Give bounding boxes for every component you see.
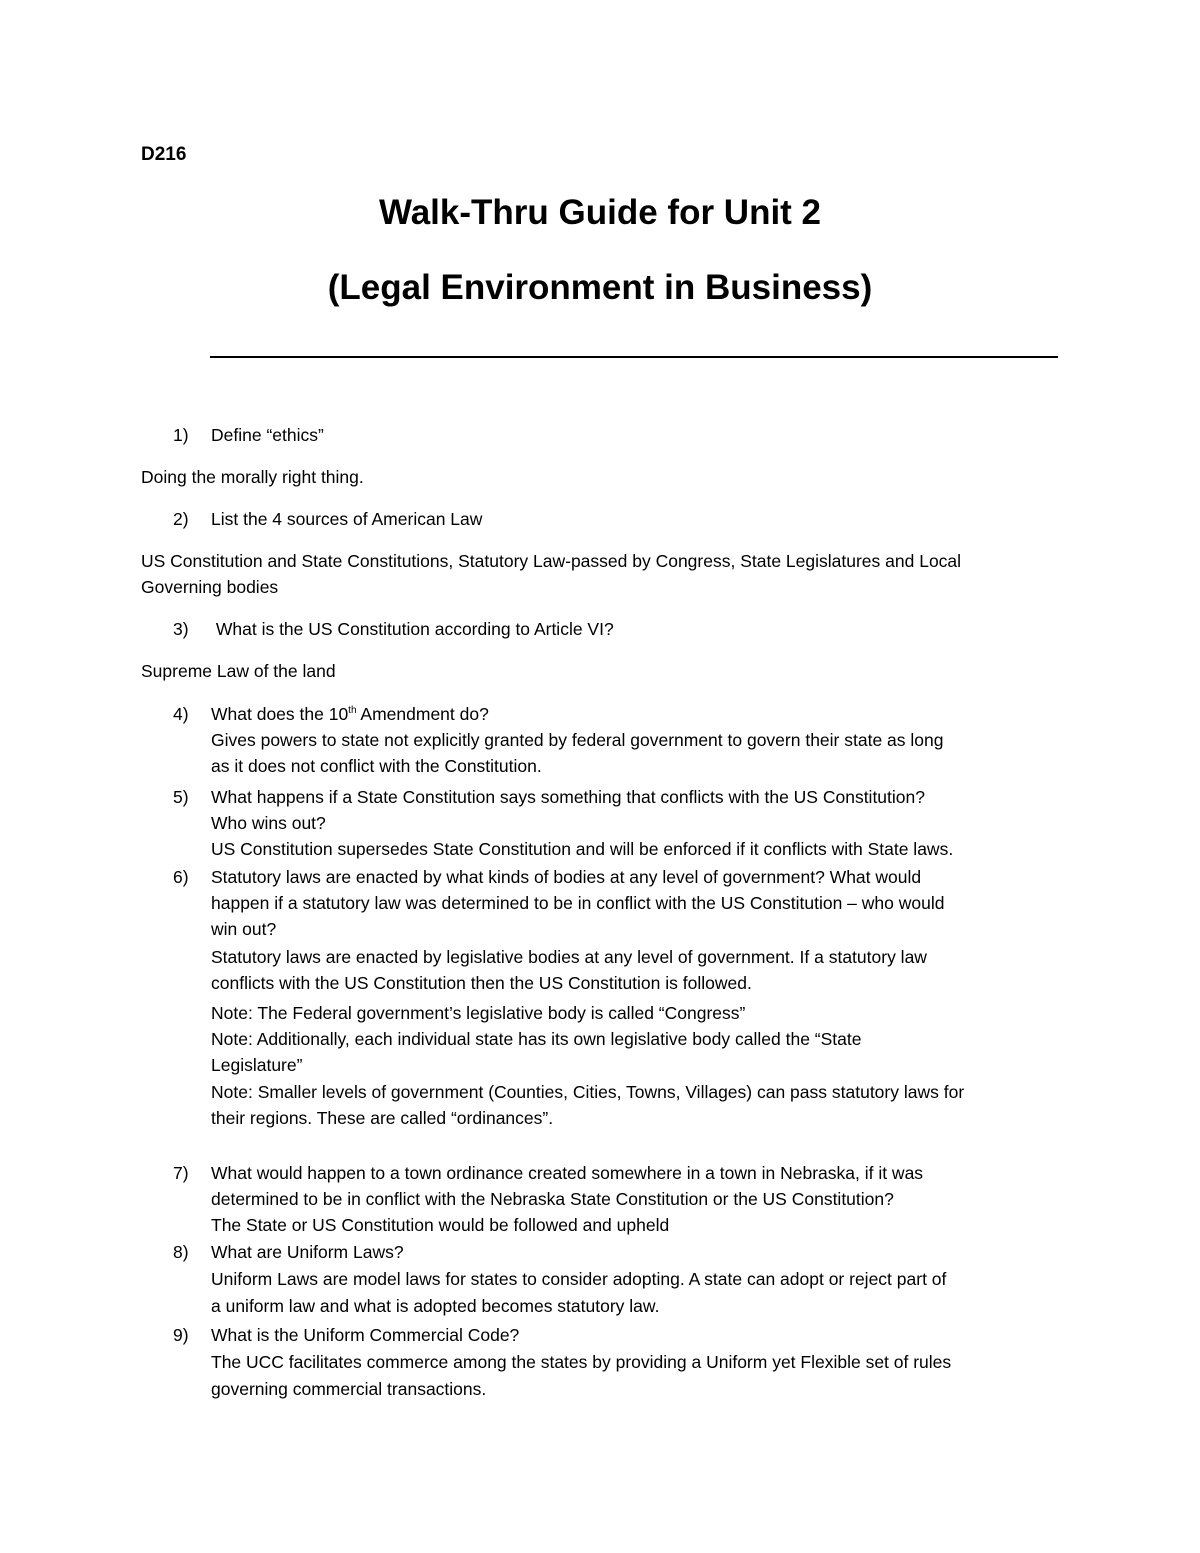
q8-question: What are Uniform Laws?	[211, 1242, 404, 1262]
q6-answer-line-1: Statutory laws are enacted by legislative bodies at any level of government. If a statutory law	[211, 947, 927, 967]
q7-answer: The State or US Constitution would be followed and upheld	[211, 1215, 670, 1235]
q6-question-line-3: win out?	[211, 919, 277, 939]
q9-number: 9)	[173, 1325, 189, 1345]
title-divider	[210, 356, 1058, 358]
q6-answer-line-2: conflicts with the US Constitution then the US Constitution is followed.	[211, 973, 752, 993]
q9-question: What is the Uniform Commercial Code?	[211, 1325, 520, 1345]
q9-answer-line-1: The UCC facilitates commerce among the states by providing a Uniform yet Flexible set of rules	[211, 1352, 952, 1372]
q7-number: 7)	[173, 1163, 189, 1183]
q1-question: Define “ethics”	[211, 425, 324, 445]
q5-number: 5)	[173, 787, 189, 807]
q6-note-2-line-1: Note: Additionally, each individual state has its own legislative body called the “State	[211, 1029, 862, 1049]
q4-question-pre: What does the 10	[211, 704, 349, 724]
q6-question-line-2: happen if a statutory law was determined to be in conflict with the US Constitution – who would	[211, 893, 945, 913]
title-line-1: Walk-Thru Guide for Unit 2	[378, 193, 822, 232]
q2-answer-line-2: Governing bodies	[141, 577, 279, 597]
q2-answer-line-1: US Constitution and State Constitutions, Statutory Law-passed by Congress, State Legislatures and Local	[141, 551, 962, 571]
course-code: D216	[141, 144, 187, 165]
q2-question: List the 4 sources of American Law	[211, 509, 483, 529]
title-line-2: (Legal Environment in Business)	[327, 268, 873, 307]
q6-note-3-line-1: Note: Smaller levels of government (Counties, Cities, Towns, Villages) can pass statutory laws for	[211, 1082, 965, 1102]
q4-answer-line-2: as it does not conflict with the Constitution.	[211, 756, 542, 776]
q7-question-line-2: determined to be in conflict with the Nebraska State Constitution or the US Constitution?	[211, 1189, 894, 1209]
q9-answer-line-2: governing commercial transactions.	[211, 1379, 487, 1399]
q7-question-line-1: What would happen to a town ordinance created somewhere in a town in Nebraska, if it was	[211, 1163, 924, 1183]
q3-question: What is the US Constitution according to Article VI?	[211, 619, 614, 639]
q3-answer: Supreme Law of the land	[141, 661, 336, 681]
q3-number: 3)	[173, 619, 189, 639]
q2-number: 2)	[173, 509, 189, 529]
q4-question-post: Amendment do?	[356, 704, 489, 724]
q4-question-sup: th	[348, 705, 357, 716]
q8-answer-line-1: Uniform Laws are model laws for states to consider adopting. A state can adopt or reject part of	[211, 1269, 947, 1289]
q4-question	[211, 701, 489, 727]
q5-answer: US Constitution supersedes State Constitution and will be enforced if it conflicts with State laws.	[211, 839, 954, 859]
q8-answer-line-2: a uniform law and what is adopted becomes statutory law.	[211, 1296, 660, 1316]
q6-note-3-line-2: their regions. These are called “ordinances”.	[211, 1108, 554, 1128]
q1-number: 1)	[173, 425, 189, 445]
q4-number: 4)	[173, 704, 189, 724]
q6-note-1: Note: The Federal government’s legislative body is called “Congress”	[211, 1003, 746, 1023]
q5-question-line-1: What happens if a State Constitution says something that conflicts with the US Constitution?	[211, 787, 925, 807]
q6-question-line-1: Statutory laws are enacted by what kinds of bodies at any level of government? What would	[211, 867, 922, 887]
q6-note-2-line-2: Legislature”	[211, 1055, 303, 1075]
q1-answer: Doing the morally right thing.	[141, 467, 364, 487]
q4-answer-line-1: Gives powers to state not explicitly granted by federal government to govern their state as long	[211, 730, 944, 750]
q6-number: 6)	[173, 867, 189, 887]
q8-number: 8)	[173, 1242, 189, 1262]
q5-question-line-2: Who wins out?	[211, 813, 326, 833]
